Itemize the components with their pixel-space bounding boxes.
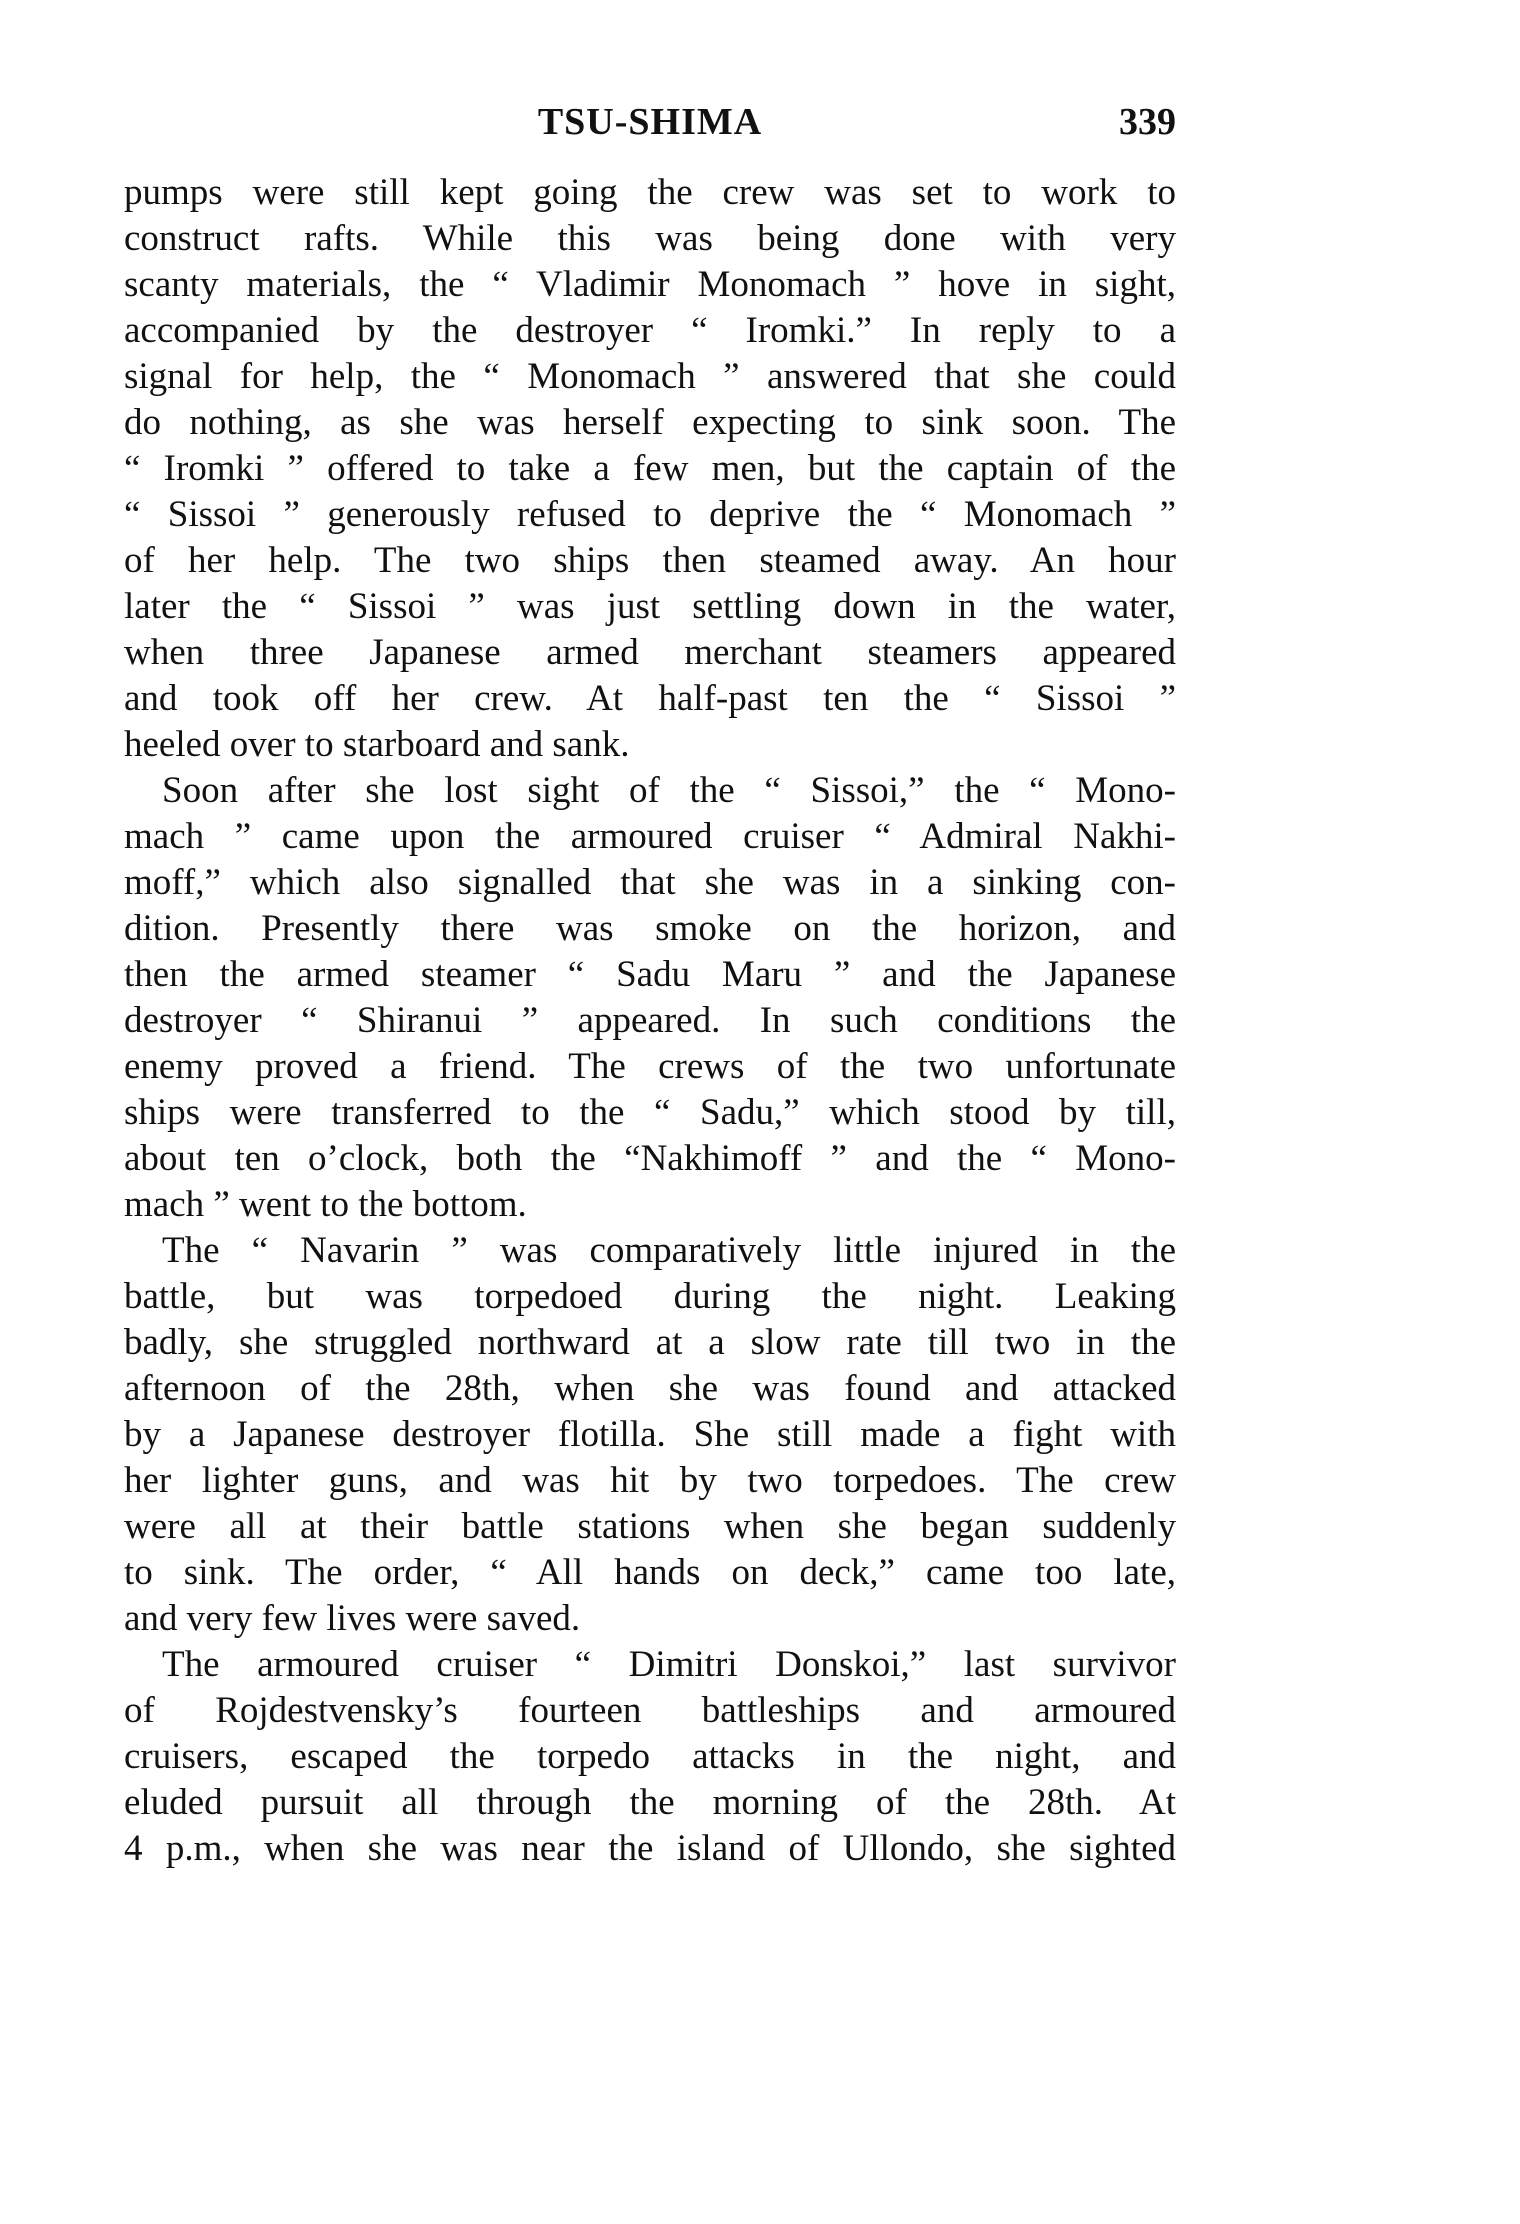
text-line: about ten o’clock, both the “Nakhimoff ” and the “ Mono- <box>124 1138 1176 1179</box>
body-text <box>124 170 1176 1872</box>
paragraph <box>124 1228 1176 1642</box>
text-line: mach ” went to the bottom. <box>124 1184 527 1225</box>
text-line: pumps were still kept going the crew was set to work to <box>124 172 1176 213</box>
text-line: afternoon of the 28th, when she was found and attacked <box>124 1368 1176 1409</box>
text-line: “ Iromki ” offered to take a few men, but the captain of the <box>124 448 1176 489</box>
text-line: then the armed steamer “ Sadu Maru ” and the Japanese <box>124 954 1176 995</box>
text-line: “ Sissoi ” generously refused to deprive the “ Monomach ” <box>124 494 1176 535</box>
text-line: badly, she struggled northward at a slow rate till two in the <box>124 1322 1176 1363</box>
text-line: destroyer “ Shiranui ” appeared. In such conditions the <box>124 1000 1176 1041</box>
text-line: eluded pursuit all through the morning of the 28th. At <box>124 1782 1176 1823</box>
text-line: enemy proved a friend. The crews of the two unfortunate <box>124 1046 1176 1087</box>
text-line: do nothing, as she was herself expecting to sink soon. The <box>124 402 1176 443</box>
text-line: battle, but was torpedoed during the night. Leaking <box>124 1276 1176 1317</box>
text-line: scanty materials, the “ Vladimir Monomach ” hove in sight, <box>124 264 1176 305</box>
text-line: 4 p.m., when she was near the island of Ullondo, she sighted <box>124 1828 1176 1869</box>
text-line: construct rafts. While this was being done with very <box>124 218 1176 259</box>
text-line: mach ” came upon the armoured cruiser “ Admiral Nakhi- <box>124 816 1176 857</box>
text-line: her lighter guns, and was hit by two torpedoes. The crew <box>124 1460 1176 1501</box>
paragraph <box>124 1642 1176 1872</box>
running-head <box>124 100 1176 156</box>
text-line: moff,” which also signalled that she was in a sinking con- <box>124 862 1176 903</box>
text-line: cruisers, escaped the torpedo attacks in the night, and <box>124 1736 1176 1777</box>
text-line: dition. Presently there was smoke on the horizon, and <box>124 908 1176 949</box>
text-line: of Rojdestvensky’s fourteen battleships and armoured <box>124 1690 1176 1731</box>
text-line: signal for help, the “ Monomach ” answered that she could <box>124 356 1176 397</box>
text-line: The “ Navarin ” was comparatively little injured in the <box>162 1230 1176 1271</box>
running-title: TSU-SHIMA <box>537 101 763 143</box>
text-line: when three Japanese armed merchant steamers appeared <box>124 632 1176 673</box>
text-line: Soon after she lost sight of the “ Sissoi,” the “ Mono- <box>162 770 1176 811</box>
text-line: ships were transferred to the “ Sadu,” which stood by till, <box>124 1092 1176 1133</box>
paragraph <box>124 170 1176 768</box>
text-line: of her help. The two ships then steamed away. An hour <box>124 540 1176 581</box>
text-line: heeled over to starboard and sank. <box>124 724 630 765</box>
text-line: and took off her crew. At half-past ten the “ Sissoi ” <box>124 678 1176 719</box>
text-line: later the “ Sissoi ” was just settling down in the water, <box>124 586 1176 627</box>
text-line: to sink. The order, “ All hands on deck,” came too late, <box>124 1552 1176 1593</box>
paragraph <box>124 768 1176 1228</box>
text-line: were all at their battle stations when she began suddenly <box>124 1506 1176 1547</box>
text-line: and very few lives were saved. <box>124 1598 581 1639</box>
text-line: accompanied by the destroyer “ Iromki.” In reply to a <box>124 310 1176 351</box>
text-line: by a Japanese destroyer flotilla. She still made a fight with <box>124 1414 1176 1455</box>
text-line: The armoured cruiser “ Dimitri Donskoi,” last survivor <box>162 1644 1176 1685</box>
book-page <box>124 100 1176 1872</box>
page-number: 339 <box>1119 101 1176 143</box>
